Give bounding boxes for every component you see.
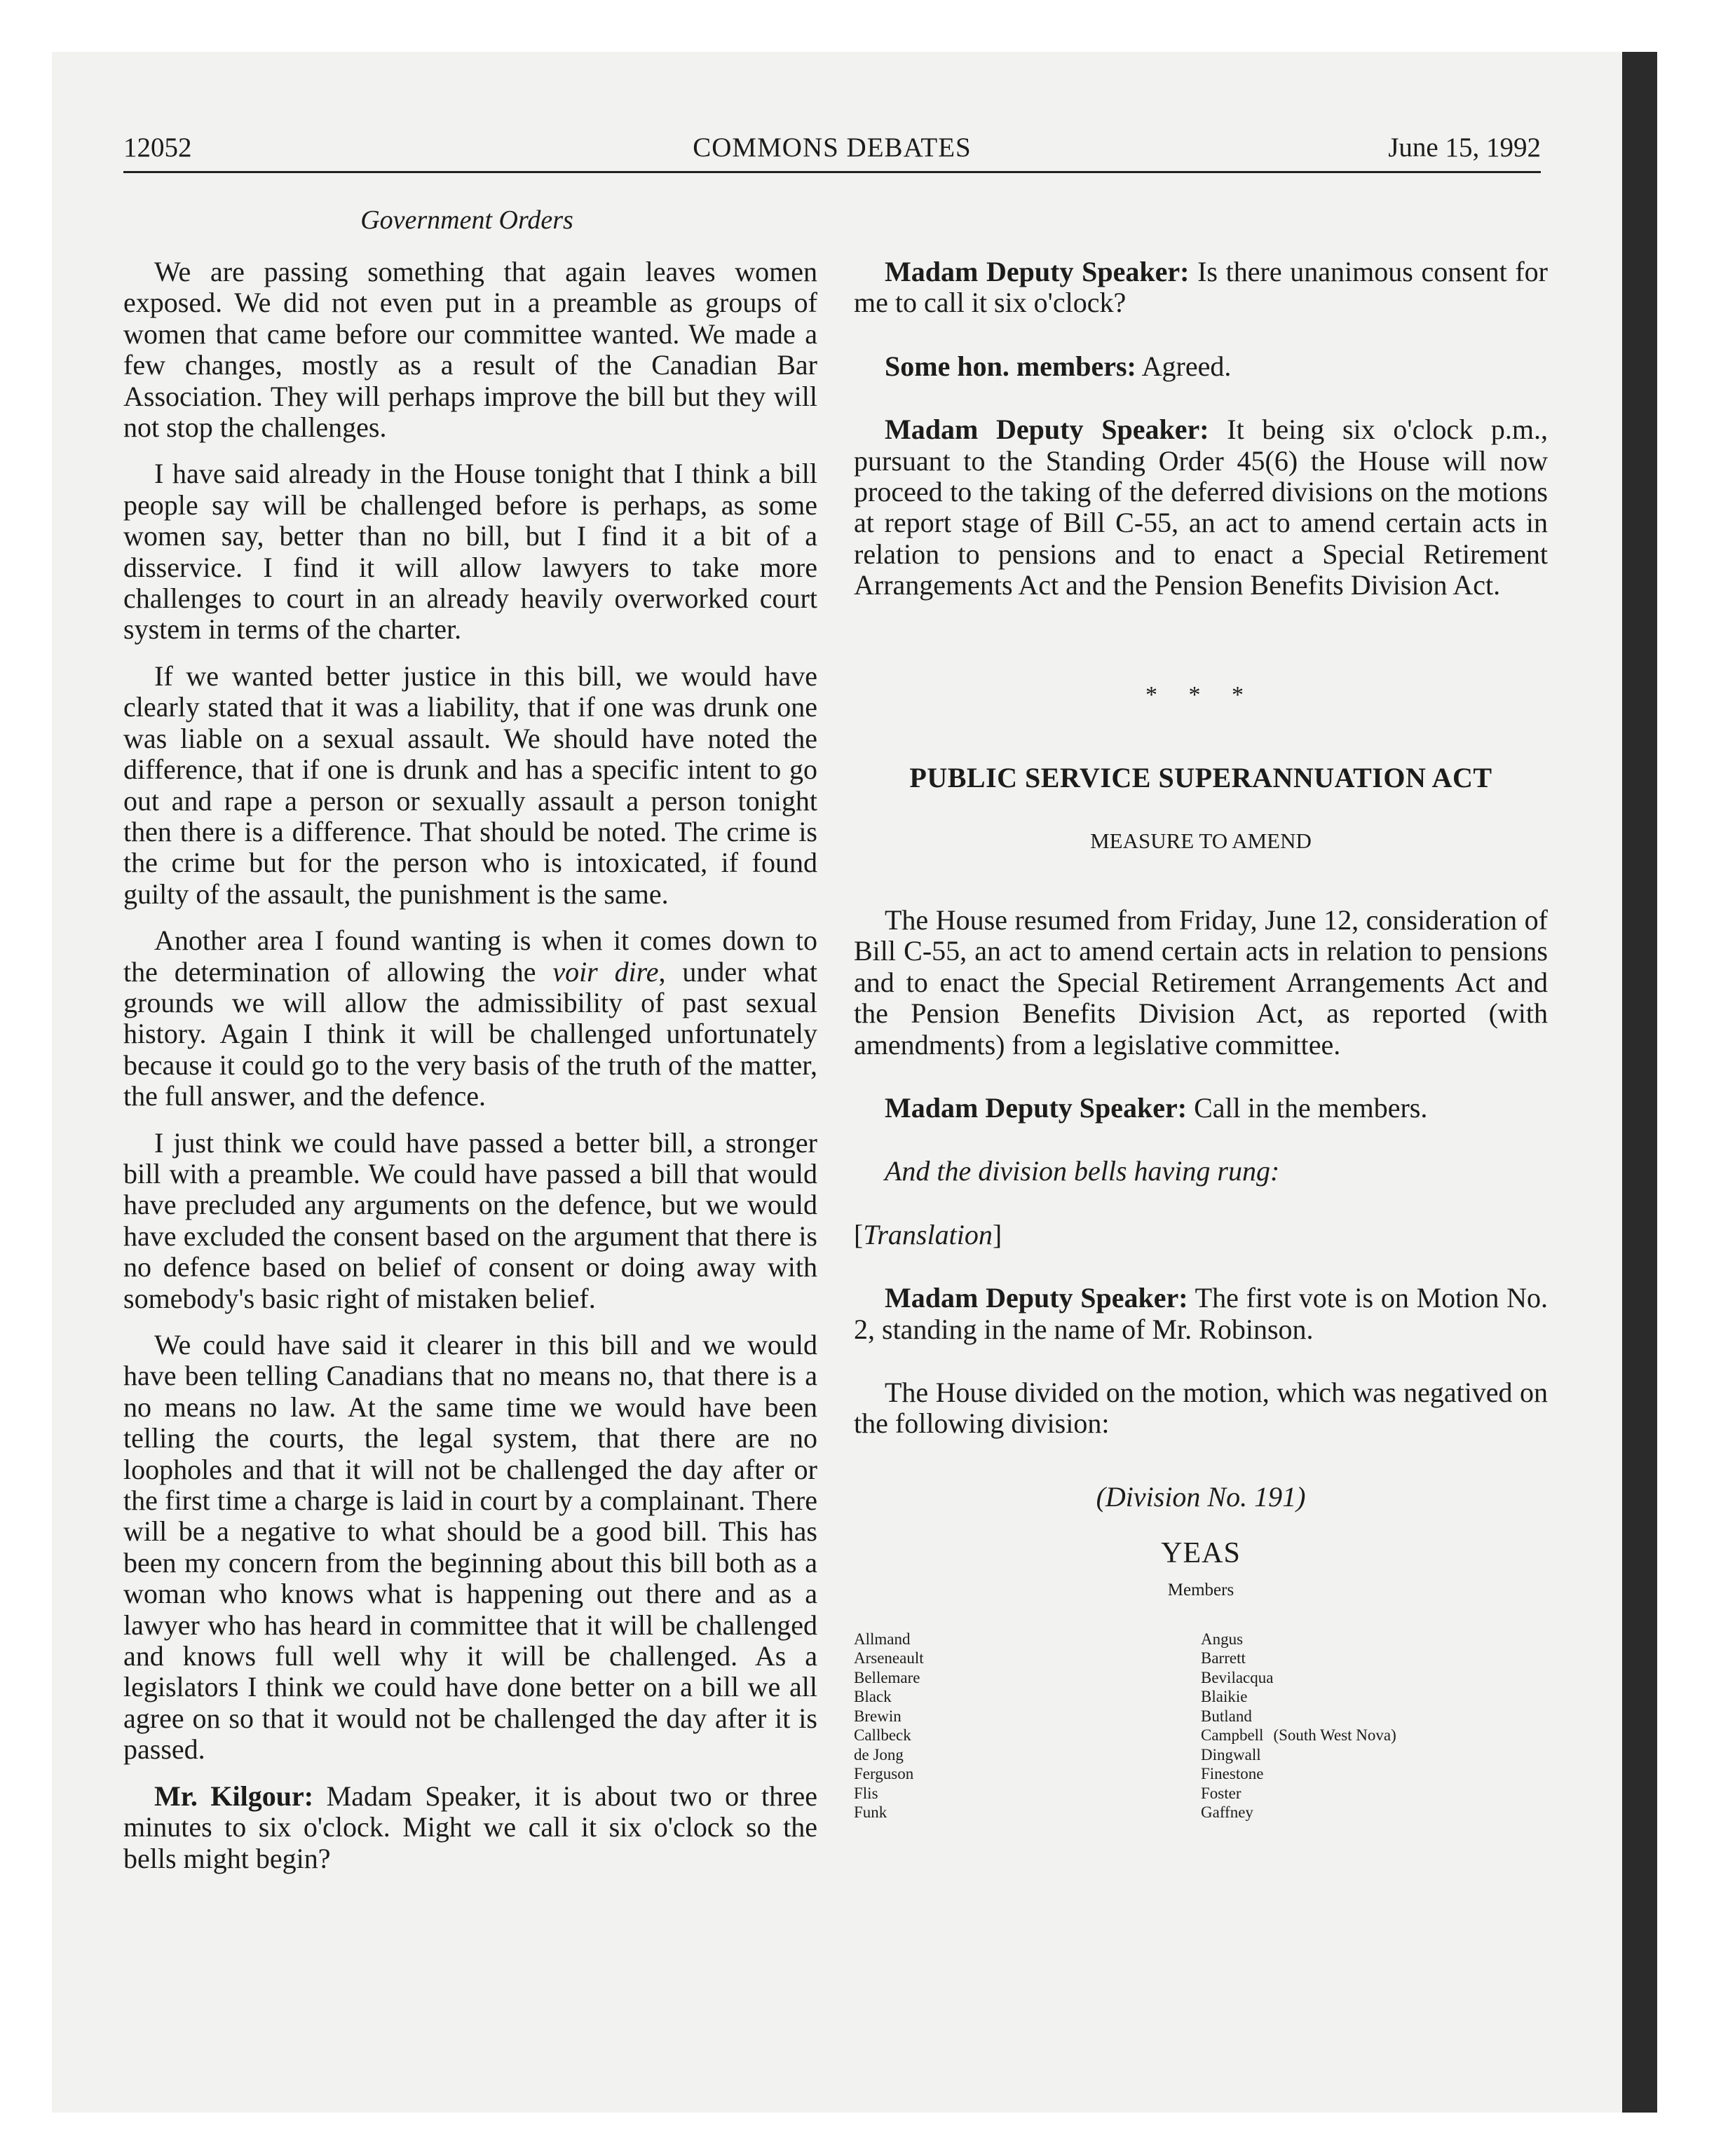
speech xyxy=(854,351,1548,382)
paragraph: I have said already in the House tonight that I think a bill people say will be challenged before is perhaps, as some women say, better than no bill, but I find it a bit of a disservice. I find it will allow lawyers to take more challenges to court in an already heavily overworked court system in terms of the charter. xyxy=(123,458,817,646)
member-name: Flis xyxy=(854,1784,878,1802)
bracket: [ xyxy=(854,1218,864,1250)
speaker-name: Madam Deputy Speaker: xyxy=(885,256,1190,287)
speech-text: The first vote is on Motion No. 2, standing in the name of Mr. Robinson. xyxy=(854,1282,1549,1345)
member-name: Dingwall xyxy=(1201,1745,1261,1763)
member-name: Bellemare xyxy=(854,1668,920,1686)
speaker-name: Some hon. members: xyxy=(885,350,1136,382)
paragraph: We could have said it clearer in this bill and we would have been telling Canadians that no means no, that there is a no means no law. At the same time we would have been telling the courts, the legal system, that there are no loopholes and that it will not be challenged the day after or the first time a charge is laid in court by a complainant. There will be a negative to what should be a good bill. This has been my concern from the beginning about this bill both as a woman who knows what is happening out there and as a lawyer who has heard in committee that it will be challenged and knows full well why it will be challenged. As a legislators I think we could have done better on a bill we all agree on so that it would not be challenged the day after it is passed. xyxy=(123,1329,817,1766)
member-riding: (South West Nova) xyxy=(1273,1726,1396,1745)
member-name: Bevilacqua xyxy=(1201,1668,1274,1686)
paragraph: If we wanted better justice in this bill, we would have clearly stated that it was a liability, that if one was drunk one was liable on a sexual assault. We should have noted the difference, that if one is drunk and has a specific intent to go out and rape a person or sexually assault a person tonight then there is a difference. That should be noted. The crime is the crime but for the person who is intoxicated, if found guilty of the assault, the punishment is the same. xyxy=(123,660,817,910)
paragraph: I just think we could have passed a better bill, a stronger bill with a preamble. We could have passed a bill that would have precluded any arguments on the defence, but we would have excluded the consent based on the argument that there is no defence based on belief of consent or doing away with somebody's basic right of mistaken belief. xyxy=(123,1126,817,1314)
paragraph: The House divided on the motion, which was negatived on the following division: xyxy=(854,1376,1548,1440)
yeas-heading: YEAS xyxy=(1161,1537,1241,1570)
section-label: Government Orders xyxy=(360,205,573,235)
speech-text: Is there unanimous consent for me to call it six o'clock? xyxy=(854,256,1548,319)
members-label: Members xyxy=(1167,1580,1234,1599)
yeas-list xyxy=(854,1630,1548,1822)
speech-text: Madam Speaker, it is about two or three minutes to six o'clock. Might we call it six o'clock so the bells might begin? xyxy=(123,1780,817,1874)
text-run: Another area I found wanting is when it comes down to the determination of allowing the xyxy=(123,925,817,988)
speaker-name: Madam Deputy Speaker: xyxy=(885,1282,1188,1314)
speech-kilgour xyxy=(123,1781,817,1874)
member-name: Allmand xyxy=(854,1630,911,1648)
paragraph: We are passing something that again leaves women exposed. We did not even put in a preamble as groups of women that came before our committee wanted. We made a few changes, mostly as a result of the Canadian Bar Association. They will perhaps improve the bill but they will not stop the challenges. xyxy=(123,256,817,444)
member-name: Ferguson xyxy=(854,1765,914,1783)
member-name: Gaffney xyxy=(1201,1803,1253,1822)
member-name: Angus xyxy=(1201,1630,1244,1648)
member-name: Foster xyxy=(1201,1784,1241,1802)
speaker-name: Mr. Kilgour: xyxy=(154,1780,314,1812)
speech xyxy=(854,1093,1548,1124)
bracket: ] xyxy=(992,1218,1002,1250)
yeas-names-right xyxy=(1201,1630,1548,1822)
translation-note xyxy=(854,1220,1548,1250)
member-name: Brewin xyxy=(854,1707,901,1725)
member-with-riding xyxy=(1201,1726,1548,1745)
speech xyxy=(854,1283,1548,1345)
left-column xyxy=(123,257,817,1890)
member-name: Black xyxy=(854,1688,892,1706)
member-name: Campbell xyxy=(1201,1726,1264,1745)
section-separator: * * * xyxy=(1145,681,1256,708)
member-name: Butland xyxy=(1201,1707,1252,1725)
speech-text: Agreed. xyxy=(1136,350,1232,382)
translation-word: Translation xyxy=(863,1218,993,1250)
member-name: de Jong xyxy=(854,1745,904,1763)
speech-text: Call in the members. xyxy=(1187,1091,1428,1124)
speech xyxy=(854,414,1548,601)
paragraph: The House resumed from Friday, June 12, consideration of Bill C-55, an act to amend certain acts in relation to pensions and to enact the Special Retirement Arrangements Act and the Pension Benefits Division Act, as reported (with amendments) from a legislative committee. xyxy=(854,903,1548,1060)
member-name: Arseneault xyxy=(854,1649,924,1667)
section-subheading: MEASURE TO AMEND xyxy=(1090,828,1312,854)
speech xyxy=(854,257,1548,319)
division-number: (Division No. 191) xyxy=(1096,1480,1306,1513)
right-column xyxy=(854,257,1548,1822)
member-name: Funk xyxy=(854,1803,887,1822)
speech-text: It being six o'clock p.m., pursuant to the Standing Order 45(6) the House will now proceed to the taking of the deferred divisions on the motions at report stage of Bill C-55, an act to amend certain acts in relation to pensions and to enact a Special Retirement Arrangements Act and the Pension Benefits Division Act. xyxy=(854,414,1549,601)
stage-direction: And the division bells having rung: xyxy=(885,1155,1280,1187)
scan-edge-shadow xyxy=(1622,52,1657,2113)
speaker-name: Madam Deputy Speaker: xyxy=(885,414,1209,446)
yeas-names-left xyxy=(854,1630,1201,1822)
member-name: Finestone xyxy=(1201,1765,1264,1783)
member-name: Barrett xyxy=(1201,1649,1246,1667)
speaker-name: Madam Deputy Speaker: xyxy=(885,1091,1188,1124)
page-date: June 15, 1992 xyxy=(1388,132,1541,163)
page-number: 12052 xyxy=(123,132,192,163)
paragraph xyxy=(123,925,817,1112)
running-header xyxy=(123,132,1541,173)
member-name: Callbeck xyxy=(854,1726,911,1745)
member-name: Blaikie xyxy=(1201,1688,1248,1706)
section-heading: PUBLIC SERVICE SUPERANNUATION ACT xyxy=(909,762,1492,794)
publication-title: COMMONS DEBATES xyxy=(693,132,972,163)
italic-term: voir dire xyxy=(552,955,659,988)
text-run: , under what grounds we will allow the admissibility of past sexual history. Again I think it will be challenged unfortunately because it could go to the very basis of the truth of the matter, the full answer, and the defence. xyxy=(123,955,818,1112)
